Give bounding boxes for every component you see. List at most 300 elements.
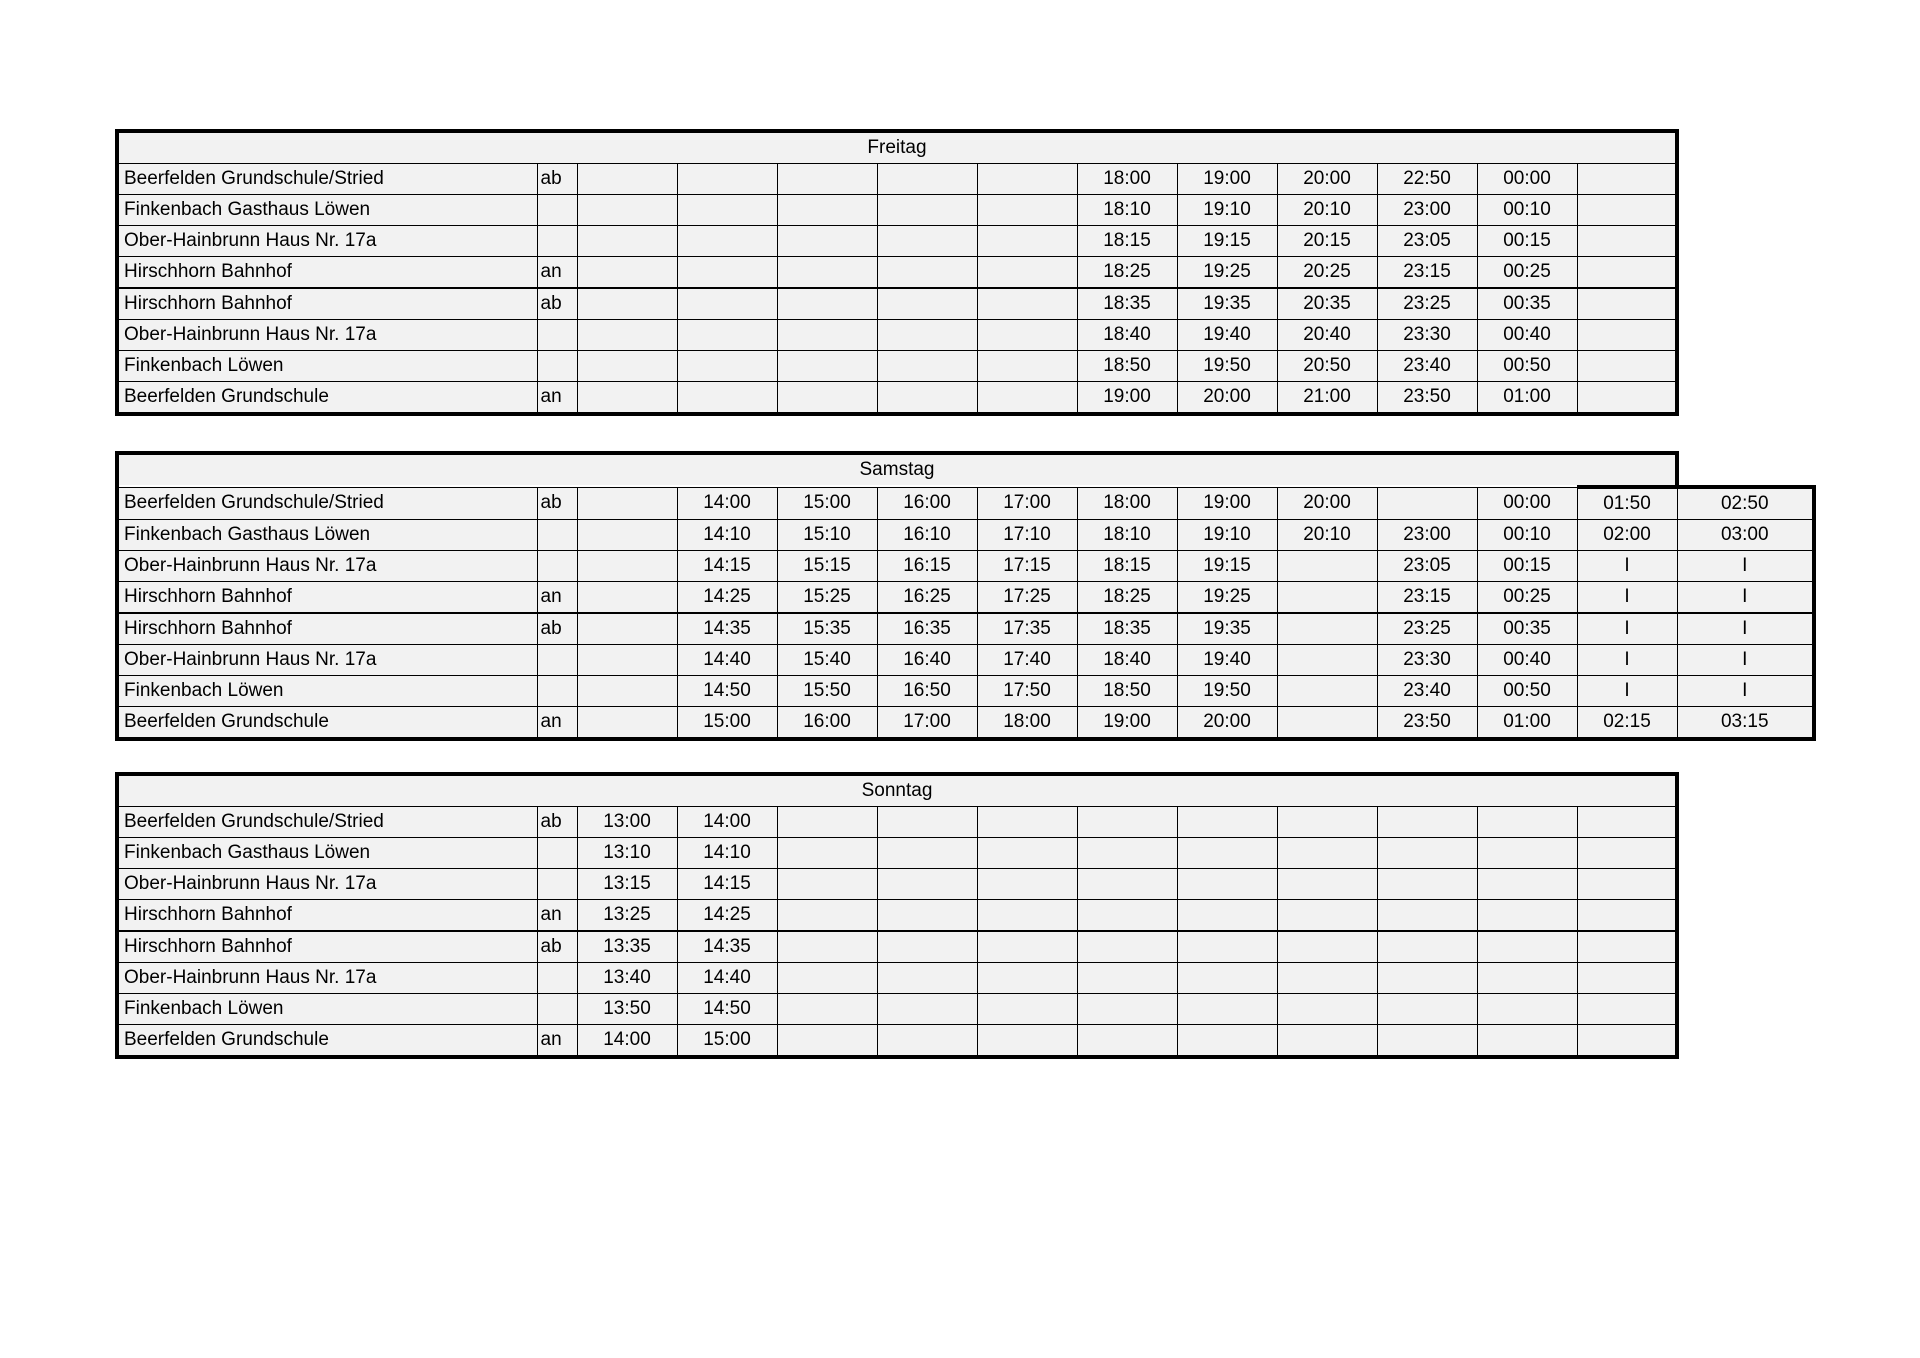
timetable-row bbox=[117, 164, 1677, 195]
time-cell bbox=[777, 288, 877, 320]
time-cell: 19:10 bbox=[1177, 520, 1277, 551]
time-cell: 20:00 bbox=[1277, 487, 1377, 520]
timetable-freitag bbox=[115, 129, 1679, 416]
time-cell: 17:00 bbox=[977, 487, 1077, 520]
empty-corner bbox=[1677, 453, 1814, 487]
time-cell bbox=[1477, 807, 1577, 838]
time-cell bbox=[1177, 900, 1277, 932]
time-cell: 03:15 bbox=[1677, 707, 1814, 740]
time-cell bbox=[1277, 963, 1377, 994]
time-cell: 19:40 bbox=[1177, 645, 1277, 676]
time-cell: 17:15 bbox=[977, 551, 1077, 582]
timetable-row bbox=[117, 288, 1677, 320]
time-cell bbox=[1477, 1025, 1577, 1058]
time-cell: 23:25 bbox=[1377, 288, 1477, 320]
time-cell bbox=[977, 164, 1077, 195]
direction-marker: ab bbox=[537, 807, 577, 838]
time-cell bbox=[977, 288, 1077, 320]
time-cell bbox=[1577, 900, 1677, 932]
time-cell bbox=[977, 838, 1077, 869]
time-cell: 00:00 bbox=[1477, 487, 1577, 520]
time-cell: 00:10 bbox=[1477, 195, 1577, 226]
time-cell bbox=[777, 164, 877, 195]
stop-name: Hirschhorn Bahnhof bbox=[117, 613, 537, 645]
time-cell bbox=[577, 645, 677, 676]
time-cell bbox=[1577, 195, 1677, 226]
time-cell bbox=[1277, 931, 1377, 963]
time-cell bbox=[877, 382, 977, 415]
stop-name: Hirschhorn Bahnhof bbox=[117, 931, 537, 963]
time-cell bbox=[577, 520, 677, 551]
time-cell: I bbox=[1677, 551, 1814, 582]
time-cell: 15:25 bbox=[777, 582, 877, 614]
time-cell bbox=[1377, 838, 1477, 869]
time-cell: 14:40 bbox=[677, 645, 777, 676]
time-cell bbox=[577, 707, 677, 740]
time-cell bbox=[777, 963, 877, 994]
time-cell bbox=[677, 195, 777, 226]
direction-marker: ab bbox=[537, 487, 577, 520]
time-cell bbox=[1177, 931, 1277, 963]
time-cell: 20:35 bbox=[1277, 288, 1377, 320]
time-cell bbox=[1477, 838, 1577, 869]
time-cell bbox=[577, 676, 677, 707]
time-cell bbox=[1577, 288, 1677, 320]
stop-name: Finkenbach Gasthaus Löwen bbox=[117, 838, 537, 869]
timetable-row bbox=[117, 487, 1814, 520]
time-cell: 13:35 bbox=[577, 931, 677, 963]
timetable-sonntag bbox=[115, 772, 1679, 1059]
time-cell bbox=[777, 195, 877, 226]
time-cell bbox=[877, 931, 977, 963]
time-cell: 13:15 bbox=[577, 869, 677, 900]
time-cell: 23:05 bbox=[1377, 226, 1477, 257]
time-cell: 16:40 bbox=[877, 645, 977, 676]
time-cell: 16:50 bbox=[877, 676, 977, 707]
stop-name: Ober-Hainbrunn Haus Nr. 17a bbox=[117, 551, 537, 582]
time-cell: 19:00 bbox=[1077, 382, 1177, 415]
time-cell: 23:15 bbox=[1377, 257, 1477, 289]
time-cell bbox=[877, 195, 977, 226]
time-cell: I bbox=[1577, 551, 1677, 582]
time-cell: I bbox=[1577, 676, 1677, 707]
time-cell: 00:25 bbox=[1477, 257, 1577, 289]
time-cell bbox=[977, 931, 1077, 963]
time-cell: 17:25 bbox=[977, 582, 1077, 614]
time-cell: 22:50 bbox=[1377, 164, 1477, 195]
time-cell bbox=[577, 226, 677, 257]
timetable-row bbox=[117, 900, 1677, 932]
stop-name: Ober-Hainbrunn Haus Nr. 17a bbox=[117, 963, 537, 994]
time-cell bbox=[1377, 1025, 1477, 1058]
timetable-row bbox=[117, 838, 1677, 869]
time-cell: I bbox=[1677, 676, 1814, 707]
time-cell: 19:10 bbox=[1177, 195, 1277, 226]
time-cell: 15:00 bbox=[777, 487, 877, 520]
time-cell bbox=[1477, 931, 1577, 963]
time-cell: 23:50 bbox=[1377, 707, 1477, 740]
direction-marker: an bbox=[537, 707, 577, 740]
time-cell: 23:30 bbox=[1377, 320, 1477, 351]
time-cell bbox=[977, 807, 1077, 838]
time-cell bbox=[1077, 963, 1177, 994]
time-cell: 13:00 bbox=[577, 807, 677, 838]
time-cell bbox=[1477, 994, 1577, 1025]
time-cell bbox=[677, 382, 777, 415]
time-cell bbox=[677, 351, 777, 382]
direction-marker bbox=[537, 676, 577, 707]
time-cell: 02:00 bbox=[1577, 520, 1677, 551]
timetable-row bbox=[117, 931, 1677, 963]
time-cell: 23:05 bbox=[1377, 551, 1477, 582]
time-cell: 15:40 bbox=[777, 645, 877, 676]
time-cell: 17:50 bbox=[977, 676, 1077, 707]
time-cell: 15:00 bbox=[677, 1025, 777, 1058]
time-cell: 15:15 bbox=[777, 551, 877, 582]
time-cell bbox=[777, 320, 877, 351]
time-cell bbox=[577, 320, 677, 351]
time-cell: 16:10 bbox=[877, 520, 977, 551]
time-cell: 19:00 bbox=[1177, 487, 1277, 520]
time-cell: 14:50 bbox=[677, 676, 777, 707]
time-cell: 13:40 bbox=[577, 963, 677, 994]
time-cell: 18:50 bbox=[1077, 351, 1177, 382]
time-cell bbox=[777, 807, 877, 838]
time-cell: 23:00 bbox=[1377, 195, 1477, 226]
time-cell: 00:50 bbox=[1477, 351, 1577, 382]
day-title: Samstag bbox=[117, 453, 1677, 487]
time-cell bbox=[877, 807, 977, 838]
direction-marker bbox=[537, 520, 577, 551]
time-cell: 00:15 bbox=[1477, 226, 1577, 257]
time-cell: I bbox=[1677, 582, 1814, 614]
direction-marker: ab bbox=[537, 931, 577, 963]
time-cell: 13:25 bbox=[577, 900, 677, 932]
time-cell bbox=[877, 257, 977, 289]
time-cell: 19:15 bbox=[1177, 226, 1277, 257]
stop-name: Ober-Hainbrunn Haus Nr. 17a bbox=[117, 226, 537, 257]
time-cell: 23:30 bbox=[1377, 645, 1477, 676]
time-cell: 00:35 bbox=[1477, 288, 1577, 320]
time-cell: 20:50 bbox=[1277, 351, 1377, 382]
time-cell bbox=[877, 1025, 977, 1058]
time-cell: 14:40 bbox=[677, 963, 777, 994]
timetable-row bbox=[117, 351, 1677, 382]
time-cell: 14:25 bbox=[677, 582, 777, 614]
time-cell: 23:25 bbox=[1377, 613, 1477, 645]
time-cell bbox=[577, 195, 677, 226]
time-cell: 14:00 bbox=[677, 487, 777, 520]
time-cell bbox=[677, 288, 777, 320]
stop-name: Hirschhorn Bahnhof bbox=[117, 288, 537, 320]
stop-name: Ober-Hainbrunn Haus Nr. 17a bbox=[117, 869, 537, 900]
time-cell bbox=[877, 838, 977, 869]
time-cell bbox=[1277, 707, 1377, 740]
time-cell bbox=[777, 351, 877, 382]
timetable-row bbox=[117, 226, 1677, 257]
direction-marker: an bbox=[537, 582, 577, 614]
time-cell: 14:15 bbox=[677, 869, 777, 900]
time-cell: 20:00 bbox=[1177, 382, 1277, 415]
direction-marker: an bbox=[537, 1025, 577, 1058]
time-cell bbox=[877, 288, 977, 320]
time-cell bbox=[1177, 1025, 1277, 1058]
time-cell: 02:15 bbox=[1577, 707, 1677, 740]
time-cell: 00:40 bbox=[1477, 645, 1577, 676]
time-cell bbox=[1077, 1025, 1177, 1058]
time-cell bbox=[977, 382, 1077, 415]
time-cell: 00:10 bbox=[1477, 520, 1577, 551]
direction-marker bbox=[537, 963, 577, 994]
time-cell: 23:40 bbox=[1377, 676, 1477, 707]
time-cell bbox=[877, 351, 977, 382]
time-cell bbox=[1577, 320, 1677, 351]
time-cell bbox=[1577, 963, 1677, 994]
time-cell bbox=[1377, 994, 1477, 1025]
time-cell: I bbox=[1577, 582, 1677, 614]
timetable-samstag bbox=[115, 451, 1816, 741]
time-cell: 23:40 bbox=[1377, 351, 1477, 382]
time-cell: 15:50 bbox=[777, 676, 877, 707]
time-cell bbox=[1377, 807, 1477, 838]
time-cell: I bbox=[1677, 645, 1814, 676]
time-cell: 19:35 bbox=[1177, 613, 1277, 645]
time-cell: 18:35 bbox=[1077, 613, 1177, 645]
direction-marker: ab bbox=[537, 288, 577, 320]
stop-name: Beerfelden Grundschule/Stried bbox=[117, 164, 537, 195]
timetable-row bbox=[117, 382, 1677, 415]
time-cell: 18:15 bbox=[1077, 226, 1177, 257]
time-cell: 00:00 bbox=[1477, 164, 1577, 195]
time-cell bbox=[877, 320, 977, 351]
time-cell: 00:25 bbox=[1477, 582, 1577, 614]
time-cell: 18:10 bbox=[1077, 520, 1177, 551]
time-cell bbox=[1577, 226, 1677, 257]
time-cell: 23:00 bbox=[1377, 520, 1477, 551]
time-cell bbox=[1277, 900, 1377, 932]
time-cell bbox=[1477, 963, 1577, 994]
direction-marker bbox=[537, 226, 577, 257]
time-cell: 20:40 bbox=[1277, 320, 1377, 351]
time-cell bbox=[977, 226, 1077, 257]
time-cell bbox=[1477, 900, 1577, 932]
time-cell: 19:40 bbox=[1177, 320, 1277, 351]
time-cell bbox=[877, 869, 977, 900]
time-cell: 01:00 bbox=[1477, 382, 1577, 415]
timetable-row bbox=[117, 551, 1814, 582]
time-cell: 20:00 bbox=[1277, 164, 1377, 195]
stop-name: Beerfelden Grundschule bbox=[117, 1025, 537, 1058]
stop-name: Beerfelden Grundschule bbox=[117, 707, 537, 740]
time-cell: 23:50 bbox=[1377, 382, 1477, 415]
time-cell bbox=[877, 900, 977, 932]
time-cell bbox=[1077, 869, 1177, 900]
timetable-row bbox=[117, 520, 1814, 551]
time-cell bbox=[577, 382, 677, 415]
time-cell bbox=[1377, 963, 1477, 994]
time-cell: 17:40 bbox=[977, 645, 1077, 676]
time-cell bbox=[577, 487, 677, 520]
time-cell: I bbox=[1677, 613, 1814, 645]
time-cell bbox=[977, 1025, 1077, 1058]
time-cell: 18:00 bbox=[977, 707, 1077, 740]
stop-name: Finkenbach Gasthaus Löwen bbox=[117, 195, 537, 226]
time-cell: 18:50 bbox=[1077, 676, 1177, 707]
time-cell: 16:00 bbox=[877, 487, 977, 520]
time-cell bbox=[1177, 963, 1277, 994]
time-cell bbox=[777, 931, 877, 963]
stop-name: Beerfelden Grundschule bbox=[117, 382, 537, 415]
timetable-row bbox=[117, 645, 1814, 676]
time-cell: 18:40 bbox=[1077, 320, 1177, 351]
time-cell bbox=[977, 320, 1077, 351]
direction-marker bbox=[537, 838, 577, 869]
time-cell bbox=[1577, 351, 1677, 382]
time-cell bbox=[777, 838, 877, 869]
stop-name: Hirschhorn Bahnhof bbox=[117, 257, 537, 289]
time-cell: 00:50 bbox=[1477, 676, 1577, 707]
time-cell bbox=[1377, 931, 1477, 963]
time-cell bbox=[977, 900, 1077, 932]
time-cell: 19:35 bbox=[1177, 288, 1277, 320]
time-cell: 17:00 bbox=[877, 707, 977, 740]
time-cell: 18:10 bbox=[1077, 195, 1177, 226]
time-cell bbox=[1577, 164, 1677, 195]
timetable-row bbox=[117, 1025, 1677, 1058]
direction-marker: an bbox=[537, 257, 577, 289]
time-cell: 16:25 bbox=[877, 582, 977, 614]
day-title: Sonntag bbox=[117, 774, 1677, 807]
time-cell bbox=[677, 164, 777, 195]
timetable-row bbox=[117, 582, 1814, 614]
stop-name: Finkenbach Gasthaus Löwen bbox=[117, 520, 537, 551]
time-cell bbox=[1377, 869, 1477, 900]
time-cell bbox=[1277, 551, 1377, 582]
stop-name: Beerfelden Grundschule/Stried bbox=[117, 487, 537, 520]
time-cell bbox=[577, 257, 677, 289]
direction-marker bbox=[537, 994, 577, 1025]
time-cell bbox=[677, 257, 777, 289]
time-cell: 19:50 bbox=[1177, 676, 1277, 707]
time-cell: 20:10 bbox=[1277, 195, 1377, 226]
time-cell bbox=[977, 963, 1077, 994]
time-cell: 16:15 bbox=[877, 551, 977, 582]
time-cell: 01:00 bbox=[1477, 707, 1577, 740]
time-cell bbox=[877, 963, 977, 994]
time-cell: 00:35 bbox=[1477, 613, 1577, 645]
time-cell: 19:25 bbox=[1177, 257, 1277, 289]
time-cell: 14:00 bbox=[677, 807, 777, 838]
time-cell: 20:10 bbox=[1277, 520, 1377, 551]
time-cell: 17:35 bbox=[977, 613, 1077, 645]
time-cell bbox=[1277, 994, 1377, 1025]
time-cell bbox=[1277, 582, 1377, 614]
timetable-row bbox=[117, 613, 1814, 645]
time-cell bbox=[977, 351, 1077, 382]
time-cell bbox=[1277, 645, 1377, 676]
timetable-row bbox=[117, 807, 1677, 838]
time-cell bbox=[777, 1025, 877, 1058]
stop-name: Ober-Hainbrunn Haus Nr. 17a bbox=[117, 645, 537, 676]
time-cell bbox=[1577, 257, 1677, 289]
time-cell bbox=[1377, 900, 1477, 932]
stop-name: Hirschhorn Bahnhof bbox=[117, 582, 537, 614]
time-cell: 16:35 bbox=[877, 613, 977, 645]
time-cell: 13:50 bbox=[577, 994, 677, 1025]
time-cell bbox=[1277, 1025, 1377, 1058]
time-cell: 18:25 bbox=[1077, 257, 1177, 289]
time-cell bbox=[1077, 838, 1177, 869]
time-cell: 19:00 bbox=[1077, 707, 1177, 740]
direction-marker bbox=[537, 351, 577, 382]
direction-marker bbox=[537, 195, 577, 226]
time-cell bbox=[1277, 676, 1377, 707]
time-cell bbox=[1577, 994, 1677, 1025]
direction-marker bbox=[537, 645, 577, 676]
time-cell bbox=[1577, 838, 1677, 869]
timetable-row bbox=[117, 869, 1677, 900]
time-cell: 20:25 bbox=[1277, 257, 1377, 289]
stop-name: Ober-Hainbrunn Haus Nr. 17a bbox=[117, 320, 537, 351]
time-cell: 14:25 bbox=[677, 900, 777, 932]
time-cell: I bbox=[1577, 613, 1677, 645]
time-cell: 00:40 bbox=[1477, 320, 1577, 351]
time-cell bbox=[1177, 994, 1277, 1025]
time-cell bbox=[1577, 1025, 1677, 1058]
time-cell: 14:35 bbox=[677, 613, 777, 645]
time-cell bbox=[1477, 869, 1577, 900]
time-cell: 14:50 bbox=[677, 994, 777, 1025]
time-cell: 16:00 bbox=[777, 707, 877, 740]
time-cell: 18:25 bbox=[1077, 582, 1177, 614]
time-cell bbox=[1077, 994, 1177, 1025]
time-cell bbox=[577, 613, 677, 645]
time-cell bbox=[577, 164, 677, 195]
timetable-row bbox=[117, 676, 1814, 707]
time-cell bbox=[577, 288, 677, 320]
time-cell bbox=[977, 869, 1077, 900]
time-cell: 01:50 bbox=[1577, 487, 1677, 520]
time-cell bbox=[777, 257, 877, 289]
time-cell: 00:15 bbox=[1477, 551, 1577, 582]
time-cell bbox=[677, 226, 777, 257]
time-cell: 14:35 bbox=[677, 931, 777, 963]
time-cell: 20:15 bbox=[1277, 226, 1377, 257]
time-cell bbox=[1277, 838, 1377, 869]
direction-marker bbox=[537, 320, 577, 351]
time-cell: 19:25 bbox=[1177, 582, 1277, 614]
time-cell bbox=[977, 257, 1077, 289]
time-cell: 23:15 bbox=[1377, 582, 1477, 614]
time-cell: 19:00 bbox=[1177, 164, 1277, 195]
stop-name: Beerfelden Grundschule/Stried bbox=[117, 807, 537, 838]
time-cell bbox=[877, 164, 977, 195]
time-cell: 15:35 bbox=[777, 613, 877, 645]
timetable-row bbox=[117, 257, 1677, 289]
time-cell bbox=[877, 226, 977, 257]
time-cell: 21:00 bbox=[1277, 382, 1377, 415]
time-cell: 18:00 bbox=[1077, 487, 1177, 520]
time-cell bbox=[577, 351, 677, 382]
stop-name: Hirschhorn Bahnhof bbox=[117, 900, 537, 932]
time-cell: 20:00 bbox=[1177, 707, 1277, 740]
time-cell bbox=[1177, 869, 1277, 900]
time-cell: 19:15 bbox=[1177, 551, 1277, 582]
direction-marker: ab bbox=[537, 164, 577, 195]
direction-marker bbox=[537, 869, 577, 900]
time-cell bbox=[1577, 869, 1677, 900]
time-cell bbox=[577, 582, 677, 614]
